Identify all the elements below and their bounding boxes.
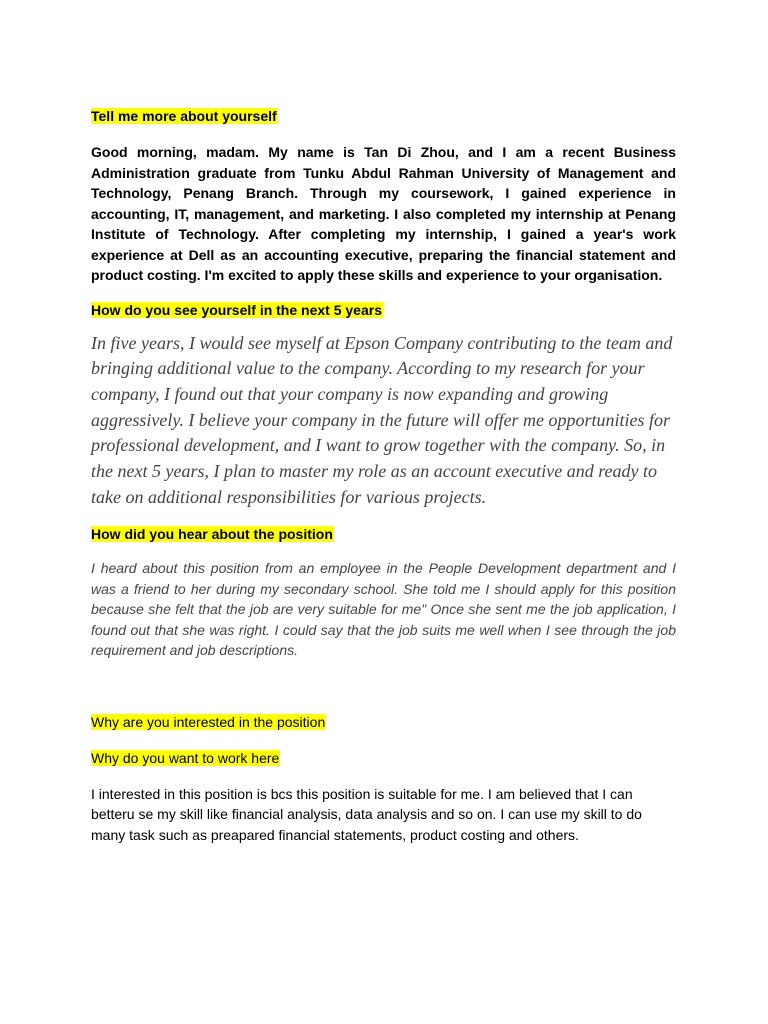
question-heading-hear-about-position <box>91 525 676 544</box>
highlighted-question: Why do you want to work here <box>91 749 280 766</box>
answer-work-here: I interested in this position is bcs this position is suitable for me. I am believed that I can betteru se my skill like financial analysis, data analysis and so on. I can use my skill to do many task such as preapared financial statements, product costing and others. <box>91 785 642 843</box>
question-heading-next-5-years <box>91 301 676 320</box>
answer-about-yourself: Good morning, madam. My name is Tan Di Zhou, and I am a recent Business Administration graduate from Tunku Abdul Rahman University of Management and Technology, Penang Branch. Through my coursework, I gained experience in accounting, IT, management, and marketing. I also completed my internship at Penang Institute of Technology. After completing my internship, I gained a year's work experience at Dell as an accounting executive, preparing the financial statement and product costing. I'm excited to apply these skills and experience to your organisation. <box>91 144 676 283</box>
answer-next-5-years: In five years, I would see myself at Epson Company contributing to the team and bringing additional value to the company. According to my research for your company, I found out that your company is now expanding and growing aggressively. I believe your company in the future will offer me opportunities for professional development, and I want to grow together with the company. So, in the next 5 years, I plan to master my role as an account executive and ready to take on additional responsibilities for various projects. <box>91 332 673 507</box>
question-heading-interested-in-position <box>91 713 676 732</box>
document-page <box>91 107 676 845</box>
answer-hear-about-position: I heard about this position from an employee in the People Development department and I was a friend to her during my secondary school. She told me I should apply for this position because she felt that the job are very suitable for me" Once she sent me the job application, I found out that she was right. I could say that the job suits me well when I see through the job requirement and job descriptions. <box>91 560 676 659</box>
question-heading-about-yourself <box>91 107 676 126</box>
highlighted-question: Tell me more about yourself <box>91 108 277 124</box>
highlighted-question: Why are you interested in the position <box>91 713 326 730</box>
highlighted-question: How did you hear about the position <box>91 526 333 543</box>
question-heading-work-here <box>91 749 676 768</box>
highlighted-question: How do you see yourself in the next 5 years <box>91 301 382 318</box>
